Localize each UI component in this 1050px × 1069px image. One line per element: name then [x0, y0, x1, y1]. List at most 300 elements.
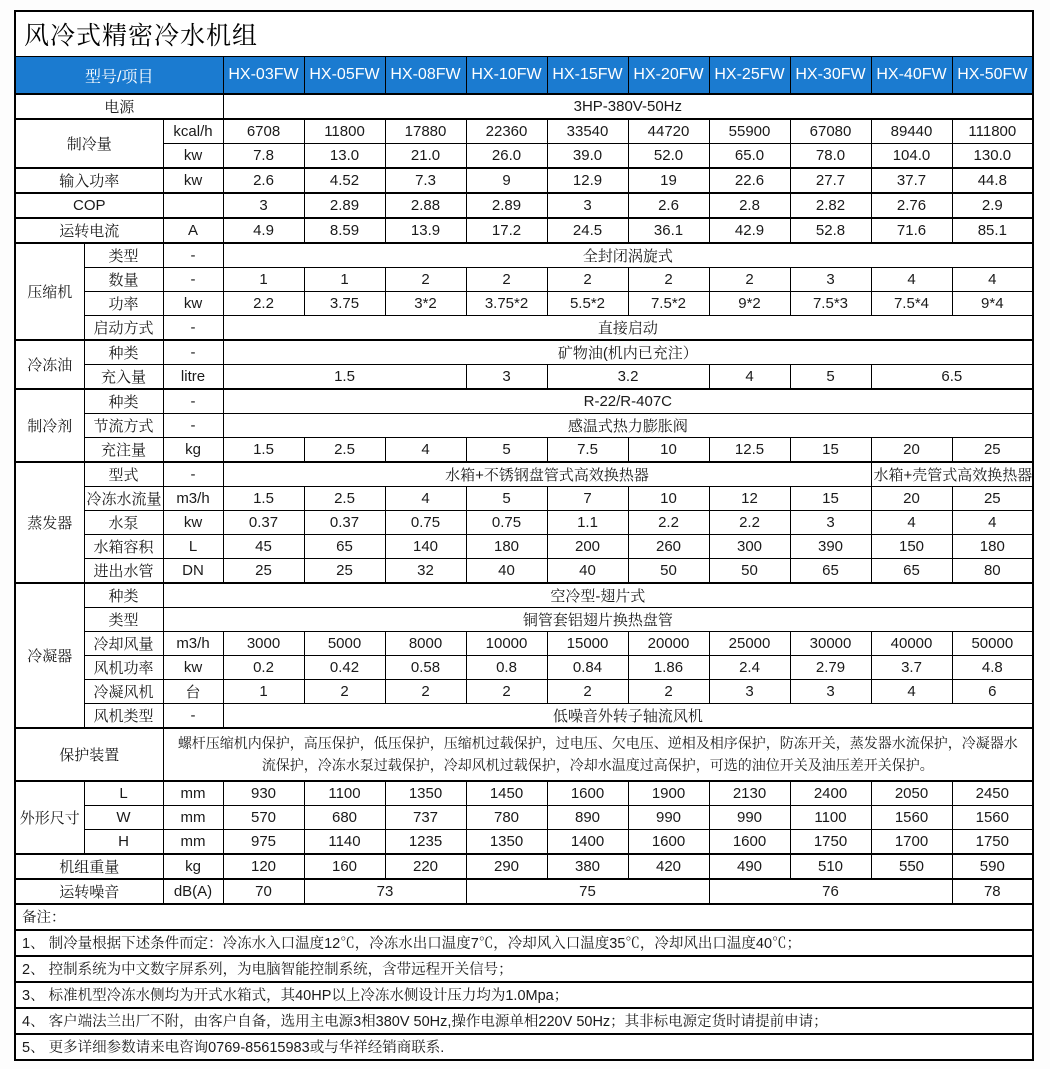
value-cell: 52.8 [790, 218, 871, 243]
value-cell: 25000 [709, 632, 790, 656]
value-cell: 27.7 [790, 168, 871, 193]
row-condenser-type [15, 608, 1033, 632]
value-cell: 104.0 [871, 144, 952, 169]
value-cell: 37.7 [871, 168, 952, 193]
value-cell: 2.2 [223, 292, 304, 316]
model-header: HX-25FW [709, 57, 790, 95]
value-cell: 3HP-380V-50Hz [223, 94, 1033, 119]
value-cell: 6 [952, 680, 1033, 704]
value-cell: 44720 [628, 119, 709, 144]
group-label: 制冷剂 [15, 389, 84, 462]
row-condenser-fan-power [15, 656, 1033, 680]
row-label: 冷却风量 [84, 632, 163, 656]
value-cell: 71.6 [871, 218, 952, 243]
value-cell: 70 [223, 879, 304, 904]
value-cell: 1235 [385, 829, 466, 854]
row-oil-charge [15, 365, 1033, 390]
row-evaporator-type [15, 462, 1033, 487]
value-cell: 2 [709, 268, 790, 292]
value-cell: 12 [709, 487, 790, 511]
row-evaporator-pipe [15, 559, 1033, 584]
value-cell: 13.9 [385, 218, 466, 243]
value-cell: 39.0 [547, 144, 628, 169]
value-cell: 2.82 [790, 193, 871, 218]
model-header: HX-40FW [871, 57, 952, 95]
value-cell: 990 [709, 805, 790, 829]
value-cell: 7.5*4 [871, 292, 952, 316]
value-cell: 4 [952, 268, 1033, 292]
value-cell: 2 [547, 268, 628, 292]
value-cell: 12.5 [709, 438, 790, 463]
corner-header: 型号/项目 [15, 57, 223, 95]
value-cell: 44.8 [952, 168, 1033, 193]
value-cell: 2 [466, 268, 547, 292]
value-cell: 2.89 [466, 193, 547, 218]
group-label: 压缩机 [15, 243, 84, 340]
value-cell: 890 [547, 805, 628, 829]
value-cell: 52.0 [628, 144, 709, 169]
row-condenser-fan-qty [15, 680, 1033, 704]
remark-header: 备注： [15, 904, 1033, 930]
row-compressor-power [15, 292, 1033, 316]
value-cell: 1900 [628, 781, 709, 806]
value-cell: 3 [466, 365, 547, 390]
row-cop [15, 193, 1033, 218]
row-label: 冷冻水流量 [84, 487, 163, 511]
title-row [15, 11, 1033, 57]
row-remark-header [15, 904, 1033, 930]
value-cell: 5000 [304, 632, 385, 656]
value-cell: 1700 [871, 829, 952, 854]
value-cell: 5.5*2 [547, 292, 628, 316]
value-cell: 12.9 [547, 168, 628, 193]
value-cell: 5 [790, 365, 871, 390]
value-cell: 25 [952, 438, 1033, 463]
value-cell: 3000 [223, 632, 304, 656]
value-cell: 20 [871, 487, 952, 511]
row-refrigerant-throttle [15, 414, 1033, 438]
value-cell: 2.89 [304, 193, 385, 218]
note-text: 5、 更多详细参数请来电咨询0769-85615983或与华祥经销商联系. [15, 1034, 1033, 1060]
value-cell: 130.0 [952, 144, 1033, 169]
value-cell: 2450 [952, 781, 1033, 806]
unit-cell: kg [163, 438, 223, 463]
value-cell: 水箱+不锈钢盘管式高效换热器 [223, 462, 871, 487]
row-label: 电源 [15, 94, 223, 119]
row-dimension-w [15, 805, 1033, 829]
value-cell: 89440 [871, 119, 952, 144]
model-header: HX-15FW [547, 57, 628, 95]
value-cell: 2.6 [223, 168, 304, 193]
unit-cell: kg [163, 854, 223, 879]
value-cell: 20000 [628, 632, 709, 656]
value-cell: 111800 [952, 119, 1033, 144]
value-cell: 40 [547, 559, 628, 584]
value-cell: 76 [709, 879, 952, 904]
value-cell: 0.75 [466, 511, 547, 535]
value-cell: 26.0 [466, 144, 547, 169]
value-cell: 220 [385, 854, 466, 879]
row-label: 水箱容积 [84, 535, 163, 559]
unit-cell: kw [163, 656, 223, 680]
value-cell: 2.79 [790, 656, 871, 680]
unit-cell: kw [163, 292, 223, 316]
value-cell: 15 [790, 438, 871, 463]
value-cell: 25 [223, 559, 304, 584]
row-label: COP [15, 193, 163, 218]
row-input-power [15, 168, 1033, 193]
value-cell: 7.5*3 [790, 292, 871, 316]
value-cell: 380 [547, 854, 628, 879]
value-cell: 570 [223, 805, 304, 829]
value-cell: 2 [385, 680, 466, 704]
value-cell: 510 [790, 854, 871, 879]
value-cell: 45 [223, 535, 304, 559]
value-cell: 3 [790, 511, 871, 535]
unit-cell: dB(A) [163, 879, 223, 904]
value-cell: 11800 [304, 119, 385, 144]
value-cell: 0.37 [304, 511, 385, 535]
value-cell: 1750 [790, 829, 871, 854]
unit-cell: 台 [163, 680, 223, 704]
value-cell: 390 [790, 535, 871, 559]
value-cell: R-22/R-407C [223, 389, 1033, 414]
value-cell: 2.88 [385, 193, 466, 218]
row-power-supply [15, 94, 1033, 119]
value-cell: 24.5 [547, 218, 628, 243]
row-compressor-start [15, 316, 1033, 341]
unit-cell: A [163, 218, 223, 243]
note-text: 4、 客户端法兰出厂不附，由客户自备，选用主电源3相380V 50Hz,操作电源单相220V 50Hz；其非标电源定货时请提前申请； [15, 1008, 1033, 1034]
value-cell: 15000 [547, 632, 628, 656]
unit-cell: L [163, 535, 223, 559]
value-cell: 150 [871, 535, 952, 559]
value-cell: 80 [952, 559, 1033, 584]
value-cell: 1 [223, 680, 304, 704]
unit-cell: - [163, 268, 223, 292]
row-condenser-kind [15, 583, 1033, 608]
value-cell: 67080 [790, 119, 871, 144]
unit-cell: - [163, 704, 223, 729]
value-cell: 85.1 [952, 218, 1033, 243]
unit-cell: litre [163, 365, 223, 390]
row-capacity-kcal [15, 119, 1033, 144]
value-cell: 75 [466, 879, 709, 904]
unit-cell: - [163, 414, 223, 438]
value-cell: 4 [385, 438, 466, 463]
value-cell: 65.0 [709, 144, 790, 169]
value-cell: 2.4 [709, 656, 790, 680]
value-cell: 感温式热力膨胀阀 [223, 414, 1033, 438]
value-cell: 180 [466, 535, 547, 559]
value-cell: 2.2 [709, 511, 790, 535]
value-cell: 2 [466, 680, 547, 704]
value-cell: 140 [385, 535, 466, 559]
unit-cell: - [163, 389, 223, 414]
row-label: W [84, 805, 163, 829]
value-cell: 590 [952, 854, 1033, 879]
spec-table-body [15, 11, 1033, 1060]
value-cell: 2130 [709, 781, 790, 806]
row-weight [15, 854, 1033, 879]
row-label: 种类 [84, 340, 163, 365]
model-header: HX-20FW [628, 57, 709, 95]
row-label: 型式 [84, 462, 163, 487]
value-cell: 25 [304, 559, 385, 584]
value-cell: 19 [628, 168, 709, 193]
model-header: HX-05FW [304, 57, 385, 95]
row-label: 输入功率 [15, 168, 163, 193]
value-cell: 9*2 [709, 292, 790, 316]
value-cell: 1450 [466, 781, 547, 806]
model-header: HX-30FW [790, 57, 871, 95]
row-capacity-kw [15, 144, 1033, 169]
value-cell: 65 [304, 535, 385, 559]
row-note-1 [15, 930, 1033, 956]
value-cell: 4 [871, 680, 952, 704]
value-cell: 9*4 [952, 292, 1033, 316]
value-cell: 铜管套铝翅片换热盘管 [163, 608, 1033, 632]
value-cell: 4 [952, 511, 1033, 535]
value-cell: 2.5 [304, 487, 385, 511]
value-cell: 3 [547, 193, 628, 218]
unit-cell: m3/h [163, 632, 223, 656]
row-label: 类型 [84, 608, 163, 632]
value-cell: 50 [709, 559, 790, 584]
row-condenser-fan-type [15, 704, 1033, 729]
row-note-2 [15, 956, 1033, 982]
value-cell: 矿物油(机内已充注） [223, 340, 1033, 365]
value-cell: 78.0 [790, 144, 871, 169]
value-cell: 22360 [466, 119, 547, 144]
value-cell: 290 [466, 854, 547, 879]
page-title: 风冷式精密冷水机组 [15, 11, 1033, 57]
value-cell: 8000 [385, 632, 466, 656]
row-label: 制冷量 [15, 119, 163, 168]
value-cell: 42.9 [709, 218, 790, 243]
value-cell: 1100 [304, 781, 385, 806]
value-cell: 2400 [790, 781, 871, 806]
value-cell: 7.3 [385, 168, 466, 193]
value-cell: 6708 [223, 119, 304, 144]
value-cell: 1400 [547, 829, 628, 854]
value-cell: 0.42 [304, 656, 385, 680]
value-cell: 全封闭涡旋式 [223, 243, 1033, 268]
unit-cell: - [163, 243, 223, 268]
unit-cell: kcal/h [163, 119, 223, 144]
note-text: 1、 制冷量根据下述条件而定：冷冻水入口温度12℃，冷冻水出口温度7℃，冷却风入口温度35℃，冷却风出口温度40℃； [15, 930, 1033, 956]
row-label: 数量 [84, 268, 163, 292]
value-cell: 4 [871, 268, 952, 292]
value-cell: 30000 [790, 632, 871, 656]
model-header: HX-10FW [466, 57, 547, 95]
row-refrigerant-charge [15, 438, 1033, 463]
row-compressor-type [15, 243, 1033, 268]
value-cell: 1 [304, 268, 385, 292]
value-cell: 3.75*2 [466, 292, 547, 316]
model-header: HX-08FW [385, 57, 466, 95]
row-label: 节流方式 [84, 414, 163, 438]
value-cell: 17880 [385, 119, 466, 144]
value-cell: 13.0 [304, 144, 385, 169]
value-cell: 300 [709, 535, 790, 559]
group-label: 蒸发器 [15, 462, 84, 583]
row-note-4 [15, 1008, 1033, 1034]
value-cell: 40000 [871, 632, 952, 656]
value-cell: 1.5 [223, 438, 304, 463]
value-cell: 25 [952, 487, 1033, 511]
row-label: 运转电流 [15, 218, 163, 243]
value-cell: 200 [547, 535, 628, 559]
value-cell: 1750 [952, 829, 1033, 854]
value-cell: 975 [223, 829, 304, 854]
value-cell: 0.84 [547, 656, 628, 680]
unit-cell: - [163, 340, 223, 365]
value-cell: 1140 [304, 829, 385, 854]
row-label: 保护装置 [15, 728, 163, 781]
value-cell: 9 [466, 168, 547, 193]
value-cell: 0.2 [223, 656, 304, 680]
value-cell: 780 [466, 805, 547, 829]
value-cell: 20 [871, 438, 952, 463]
row-compressor-qty [15, 268, 1033, 292]
row-label: 类型 [84, 243, 163, 268]
row-label: 充入量 [84, 365, 163, 390]
spec-table [14, 10, 1034, 1061]
unit-cell: mm [163, 805, 223, 829]
model-header: HX-03FW [223, 57, 304, 95]
value-cell: 2 [304, 680, 385, 704]
value-cell: 2.5 [304, 438, 385, 463]
value-cell: 5 [466, 438, 547, 463]
row-label: 种类 [84, 389, 163, 414]
value-cell: 7.8 [223, 144, 304, 169]
value-cell: 65 [871, 559, 952, 584]
value-cell: 10 [628, 487, 709, 511]
value-cell: 50000 [952, 632, 1033, 656]
value-cell: 33540 [547, 119, 628, 144]
value-cell: 420 [628, 854, 709, 879]
value-cell: 4.52 [304, 168, 385, 193]
row-noise [15, 879, 1033, 904]
model-header: HX-50FW [952, 57, 1033, 95]
value-cell: 4 [385, 487, 466, 511]
row-label: 运转噪音 [15, 879, 163, 904]
group-label: 冷冻油 [15, 340, 84, 389]
value-cell: 7.5 [547, 438, 628, 463]
row-label: L [84, 781, 163, 806]
value-cell: 4 [871, 511, 952, 535]
row-label: 风机类型 [84, 704, 163, 729]
value-cell: 1600 [628, 829, 709, 854]
unit-cell: mm [163, 781, 223, 806]
row-label: 机组重量 [15, 854, 163, 879]
value-cell: 73 [304, 879, 466, 904]
value-cell: 32 [385, 559, 466, 584]
value-cell: 180 [952, 535, 1033, 559]
value-cell: 78 [952, 879, 1033, 904]
row-label: 充注量 [84, 438, 163, 463]
value-cell: 260 [628, 535, 709, 559]
value-cell: 1350 [466, 829, 547, 854]
value-cell: 1 [223, 268, 304, 292]
value-cell: 550 [871, 854, 952, 879]
value-cell: 3.75 [304, 292, 385, 316]
unit-cell: DN [163, 559, 223, 584]
value-cell: 3.2 [547, 365, 709, 390]
value-cell: 50 [628, 559, 709, 584]
row-note-5 [15, 1034, 1033, 1060]
value-cell: 3 [790, 268, 871, 292]
value-cell: 2.9 [952, 193, 1033, 218]
row-note-3 [15, 982, 1033, 1008]
row-label: 种类 [84, 583, 163, 608]
row-oil-kind [15, 340, 1033, 365]
value-cell: 10000 [466, 632, 547, 656]
value-cell: 3 [223, 193, 304, 218]
value-cell: 55900 [709, 119, 790, 144]
value-cell: 7.5*2 [628, 292, 709, 316]
protection-text: 螺杆压缩机内保护，高压保护，低压保护，压缩机过载保护，过电压、欠电压、逆相及相序保护，防冻开关，蒸发器水流保护，冷凝器水流保护，冷冻水泵过载保护，冷却风机过载保护，冷却水温度过高保护，可选的油位开关及油压差开关保护。 [163, 728, 1033, 781]
row-label: 水泵 [84, 511, 163, 535]
row-label: H [84, 829, 163, 854]
value-cell: 2 [385, 268, 466, 292]
unit-cell: - [163, 316, 223, 341]
value-cell: 10 [628, 438, 709, 463]
value-cell: 1.1 [547, 511, 628, 535]
row-label: 启动方式 [84, 316, 163, 341]
value-cell: 120 [223, 854, 304, 879]
unit-cell: kw [163, 168, 223, 193]
value-cell: 990 [628, 805, 709, 829]
value-cell: 6.5 [871, 365, 1033, 390]
value-cell: 2.6 [628, 193, 709, 218]
value-cell: 空冷型-翅片式 [163, 583, 1033, 608]
value-cell: 3*2 [385, 292, 466, 316]
value-cell: 2 [628, 268, 709, 292]
value-cell: 15 [790, 487, 871, 511]
note-text: 2、 控制系统为中文数字屏系列，为电脑智能控制系统，含带远程开关信号； [15, 956, 1033, 982]
value-cell: 1560 [952, 805, 1033, 829]
value-cell: 40 [466, 559, 547, 584]
value-cell: 490 [709, 854, 790, 879]
value-cell: 1350 [385, 781, 466, 806]
value-cell: 7 [547, 487, 628, 511]
value-cell: 1560 [871, 805, 952, 829]
value-cell: 1600 [709, 829, 790, 854]
value-cell: 4.9 [223, 218, 304, 243]
row-evaporator-flow [15, 487, 1033, 511]
row-condenser-airflow [15, 632, 1033, 656]
value-cell: 1.5 [223, 487, 304, 511]
value-cell: 1600 [547, 781, 628, 806]
value-cell: 4 [709, 365, 790, 390]
value-cell: 5 [466, 487, 547, 511]
value-cell: 2 [628, 680, 709, 704]
value-cell: 737 [385, 805, 466, 829]
value-cell: 低噪音外转子轴流风机 [223, 704, 1033, 729]
unit-cell: mm [163, 829, 223, 854]
unit-cell: kw [163, 144, 223, 169]
value-cell: 1.5 [223, 365, 466, 390]
value-cell: 水箱+壳管式高效换热器 [871, 462, 1033, 487]
unit-cell: kw [163, 511, 223, 535]
row-evaporator-tank [15, 535, 1033, 559]
value-cell: 3 [790, 680, 871, 704]
value-cell: 930 [223, 781, 304, 806]
value-cell: 4.8 [952, 656, 1033, 680]
value-cell: 0.8 [466, 656, 547, 680]
